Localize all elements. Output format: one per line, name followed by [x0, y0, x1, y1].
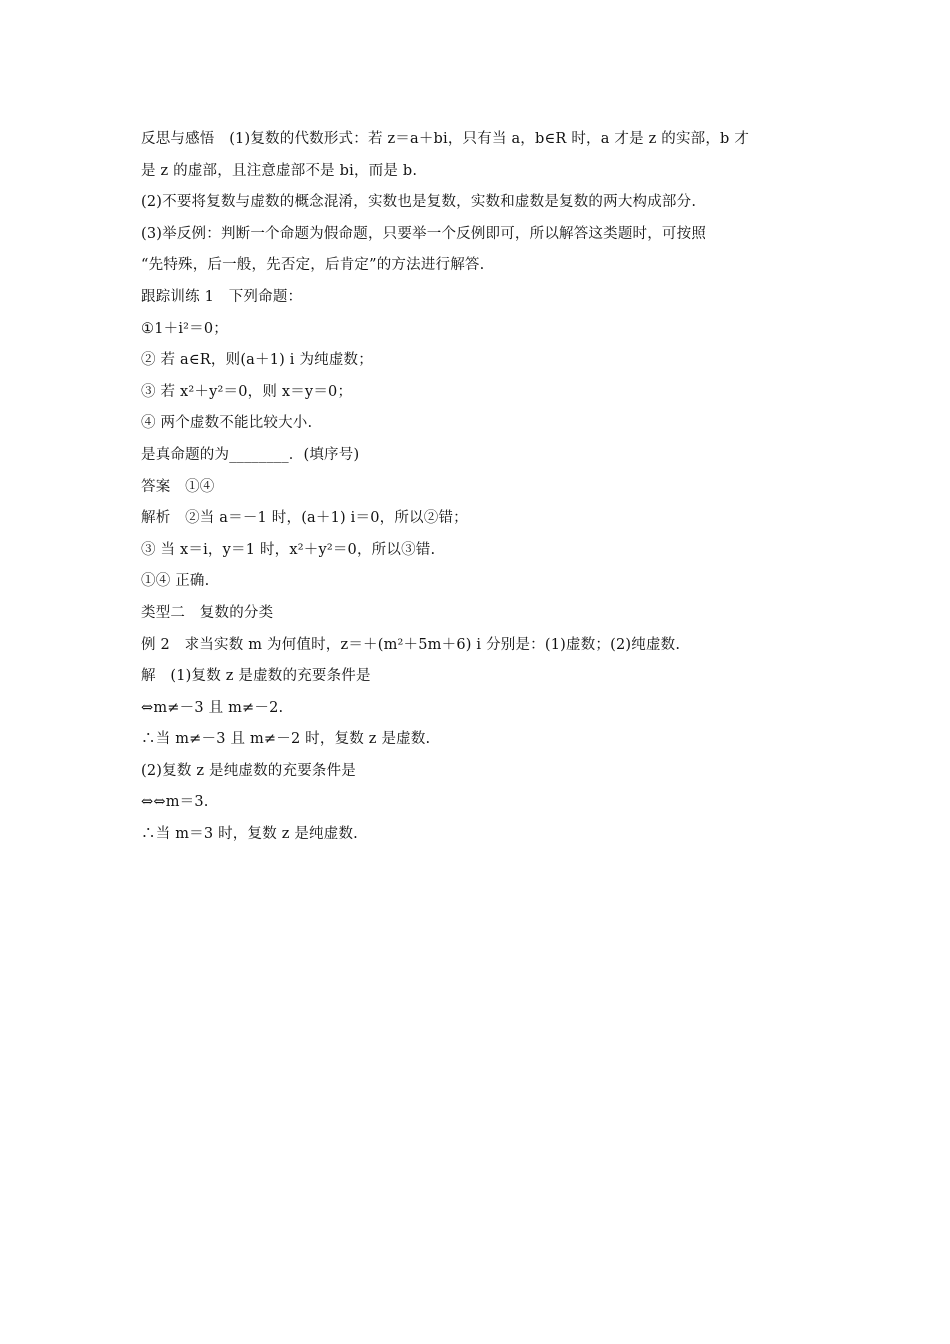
analysis-conclusion: ①④ 正确.	[141, 573, 210, 590]
proposition-2: ② 若 a∈R，则(a＋1) i 为纯虚数；	[141, 352, 373, 369]
proposition-1: ①1＋i²＝0；	[141, 320, 228, 337]
analysis-line-2: ③ 当 x＝i，y＝1 时，x²＋y²＝0，所以③错.	[141, 541, 436, 558]
practice-heading: 跟踪训练 1 下列命题：	[141, 288, 303, 305]
solution-conclusion-1: ∴当 m≠－3 且 m≠－2 时，复数 z 是虚数.	[141, 731, 431, 748]
reflection-point-3-line-1: (3)举反例：判断一个命题为假命题，只要举一个反例即可，所以解答这类题时，可按照	[141, 225, 707, 242]
reflection-paragraph-line-2: 是 z 的虚部，且注意虚部不是 bi，而是 b.	[141, 162, 418, 179]
proposition-4: ④ 两个虚数不能比较大小.	[141, 415, 313, 432]
reflection-paragraph-line-1: 反思与感悟 (1)复数的代数形式：若 z＝a＋bi，只有当 a，b∈R 时，a 才是 z 的实部，b 才	[141, 131, 750, 147]
solution-step-2: ⇔⇔m＝3.	[141, 794, 209, 811]
analysis-line-1: 解析 ②当 a＝－1 时，(a＋1) i＝0，所以②错；	[141, 510, 468, 527]
document-body	[141, 124, 813, 851]
proposition-3: ③ 若 x²＋y²＝0，则 x＝y＝0；	[141, 383, 353, 400]
example-2-question: 例 2 求当实数 m 为何值时，z＝＋(m²＋5m＋6) i 分别是：(1)虚数；(2)纯虚数.	[141, 636, 681, 653]
reflection-point-3-line-2: “先特殊，后一般，先否定，后肯定”的方法进行解答.	[141, 257, 485, 274]
reflection-point-2: (2)不要将复数与虚数的概念混淆，实数也是复数，实数和虚数是复数的两大构成部分.	[141, 194, 697, 211]
solution-step-1: ⇔m≠－3 且 m≠－2.	[141, 699, 284, 716]
solution-part-1: 解 (1)复数 z 是虚数的充要条件是	[141, 668, 371, 685]
question-blank: 是真命题的为________．(填序号)	[141, 446, 360, 463]
solution-part-2: (2)复数 z 是纯虚数的充要条件是	[141, 762, 356, 779]
section-heading: 类型二 复数的分类	[141, 604, 274, 621]
solution-conclusion-2: ∴当 m＝3 时，复数 z 是纯虚数.	[141, 826, 358, 843]
answer-line: 答案 ①④	[141, 478, 215, 495]
